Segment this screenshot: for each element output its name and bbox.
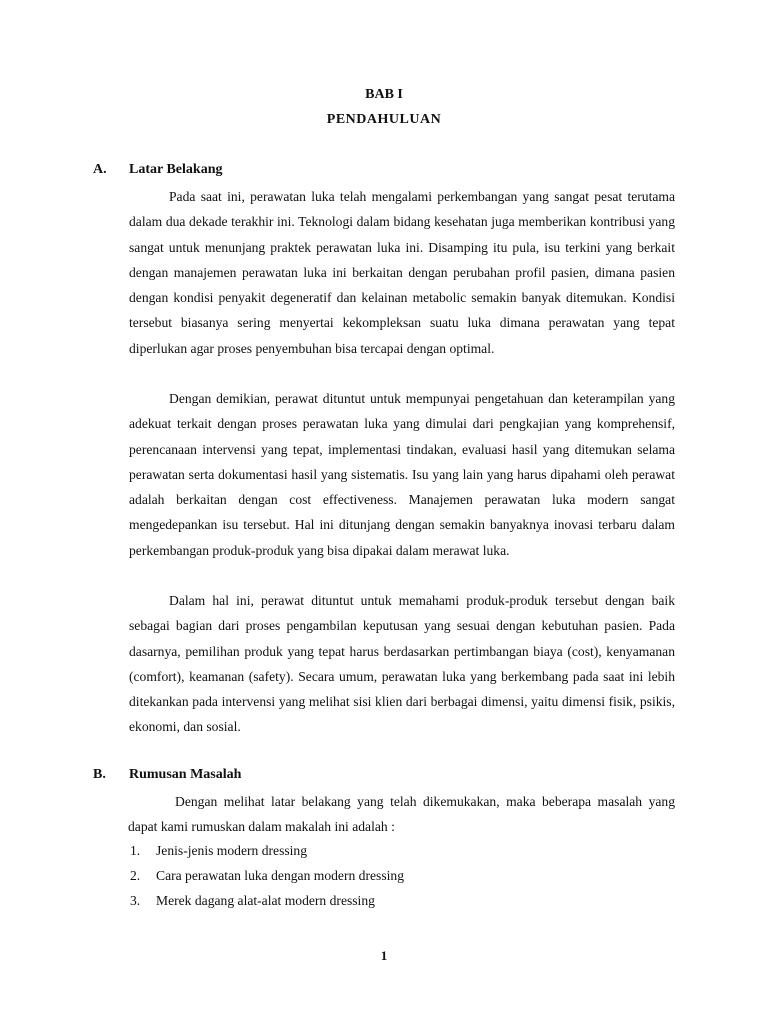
chapter-number: BAB I	[365, 87, 403, 102]
list-item-number: 1.	[130, 843, 141, 858]
section-a-paragraph-1: Pada saat ini, perawatan luka telah mengalami perkembangan yang sangat pesat terutama dalam dua dekade terakhir ini. Teknologi dalam bidang kesehatan juga memberikan kontribusi yang sangat untuk menunjang praktek perawatan luka ini. Disamping itu pula, isu terkini yang berkait dengan manajemen perawatan luka ini berkaitan dengan perubahan profil pasien, dimana pasien dengan kondisi penyakit degeneratif dan kelainan metabolic semakin banyak ditemukan. Kondisi tersebut biasanya sering menyertai kekompleksan suatu luka dimana perawatan yang tepat diperlukan agar proses penyembuhan bisa tercapai dengan optimal.	[129, 189, 675, 356]
list-item-text: Cara perawatan luka dengan modern dressing	[156, 868, 404, 883]
list-item	[130, 893, 375, 909]
page-number: 1	[380, 948, 388, 963]
list-item-text: Jenis-jenis modern dressing	[156, 843, 308, 858]
list-item	[130, 868, 404, 884]
section-a-title: Latar Belakang	[129, 162, 223, 177]
list-item-number: 3.	[130, 893, 141, 908]
section-b-intro: Dengan melihat latar belakang yang telah dikemukakan, maka beberapa masalah yang dapat kami rumuskan dalam makalah ini adalah :	[128, 794, 675, 835]
section-b-letter: B.	[93, 767, 106, 782]
list-item-text: Merek dagang alat-alat modern dressing	[156, 893, 375, 908]
section-a-paragraph-2: Dengan demikian, perawat dituntut untuk mempunyai pengetahuan dan keterampilan yang adekuat terkait dengan proses perawatan luka yang dimulai dari pengkajian yang komprehensif, perencanaan intervensi yang tepat, implementasi tindakan, evaluasi hasil yang ditemukan selama perawatan serta dokumentasi hasil yang sistematis. Isu yang lain yang harus dipahami oleh perawat adalah berkaitan dengan cost effectiveness. Manajemen perawatan luka modern sangat mengedepankan isu tersebut. Hal ini ditunjang dengan semakin banyaknya inovasi terbaru dalam perkembangan produk-produk yang bisa dipakai dalam merawat luka.	[129, 391, 675, 558]
chapter-title: PENDAHULUAN	[326, 112, 442, 127]
section-a-letter: A.	[93, 162, 107, 177]
list-item	[130, 843, 307, 859]
section-b-title: Rumusan Masalah	[129, 767, 242, 782]
section-a-paragraph-3: Dalam hal ini, perawat dituntut untuk memahami produk-produk tersebut dengan baik sebagai bagian dari proses pengambilan keputusan yang sesuai dengan kebutuhan pasien. Pada dasarnya, pemilihan produk yang tepat harus berdasarkan pertimbangan biaya (cost), kenyamanan (comfort), keamanan (safety). Secara umum, perawatan luka yang berkembang pada saat ini lebih ditekankan pada intervensi yang melihat sisi klien dari berbagai dimensi, yaitu dimensi fisik, psikis, ekonomi, dan sosial.	[129, 593, 675, 735]
list-item-number: 2.	[130, 868, 141, 883]
